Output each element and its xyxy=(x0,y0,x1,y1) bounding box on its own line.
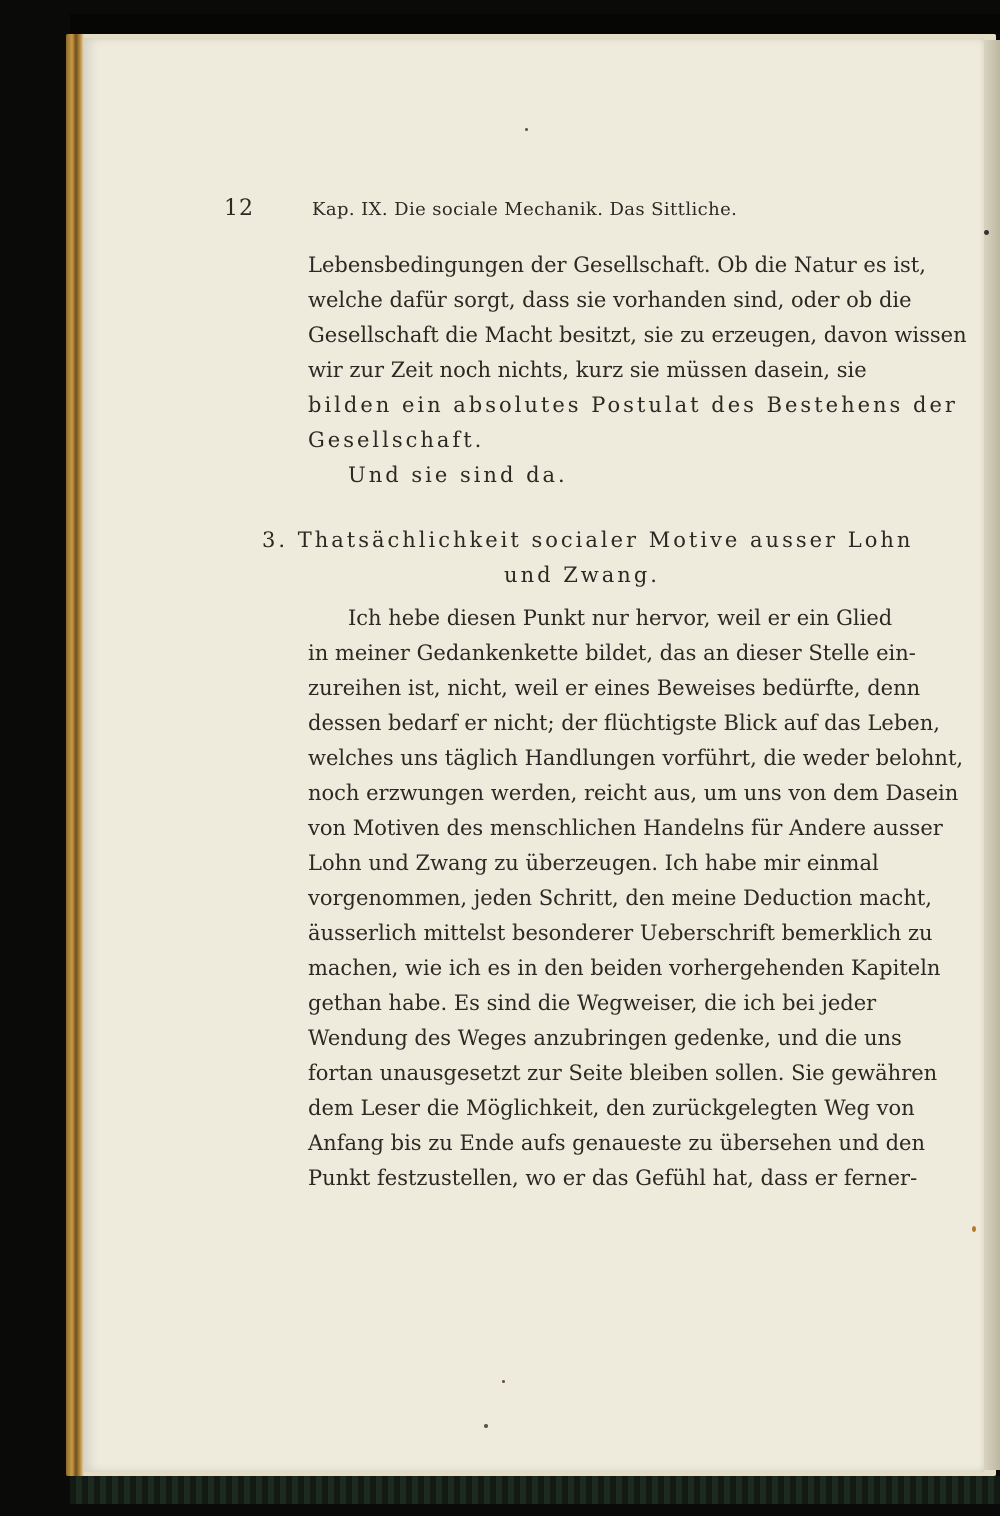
page-speck xyxy=(502,1380,505,1383)
text-line: fortan unausgesetzt zur Seite bleiben sollen. Sie gewähren xyxy=(308,1061,938,1085)
text-line: Und sie sind da. xyxy=(348,463,568,487)
text-line: machen, wie ich es in den beiden vorhergehenden Kapiteln xyxy=(308,956,941,980)
scan-background-bottom xyxy=(70,1476,1000,1504)
text-line: gethan habe. Es sind die Wegweiser, die ich bei jeder xyxy=(308,991,877,1015)
text-line: in meiner Gedankenkette bildet, das an dieser Stelle ein- xyxy=(308,641,916,665)
text-line: bilden ein absolutes Postulat des Bestehens der xyxy=(308,393,958,417)
text-line: Punkt festzustellen, wo er das Gefühl hat, dass er ferner- xyxy=(308,1166,918,1190)
text-line: welches uns täglich Handlungen vorführt, die weder belohnt, xyxy=(308,746,964,770)
text-line: dessen bedarf er nicht; der flüchtigste Blick auf das Leben, xyxy=(308,711,940,735)
text-line: noch erzwungen werden, reicht aus, um uns von dem Dasein xyxy=(308,781,959,805)
text-line: zureihen ist, nicht, weil er eines Beweises bedürfte, denn xyxy=(308,676,921,700)
next-page-edge xyxy=(984,40,1000,1470)
text-line: Lebensbedingungen der Gesellschaft. Ob die Natur es ist, xyxy=(308,253,926,277)
page-speck xyxy=(484,1424,488,1428)
text-line: von Motiven des menschlichen Handelns für Andere ausser xyxy=(308,816,943,840)
text-line: Wendung des Weges anzubringen gedenke, und die uns xyxy=(308,1026,902,1050)
text-line: Gesellschaft. xyxy=(308,428,485,452)
text-line: welche dafür sorgt, dass sie vorhanden sind, oder ob die xyxy=(308,288,912,312)
section-heading-line-2: und Zwang. xyxy=(504,563,660,587)
section-heading-line-1: 3. Thatsächlichkeit socialer Motive ausser Lohn xyxy=(262,528,914,552)
text-line: Gesellschaft die Macht besitzt, sie zu erzeugen, davon wissen xyxy=(308,323,967,347)
page-speck xyxy=(525,128,528,131)
text-line: äusserlich mittelst besonderer Ueberschrift bemerklich zu xyxy=(308,921,933,945)
text-line: Anfang bis zu Ende aufs genaueste zu übersehen und den xyxy=(308,1131,925,1155)
page-speck xyxy=(972,1226,976,1232)
page-header xyxy=(224,196,784,232)
text-line: dem Leser die Möglichkeit, den zurückgelegten Weg von xyxy=(308,1096,915,1120)
text-line: Ich hebe diesen Punkt nur hervor, weil er ein Glied xyxy=(348,606,893,630)
text-line: wir zur Zeit noch nichts, kurz sie müssen dasein, sie xyxy=(308,358,867,382)
page-number: 12 xyxy=(224,196,254,221)
text-line: Lohn und Zwang zu überzeugen. Ich habe mir einmal xyxy=(308,851,879,875)
scan-background-top xyxy=(70,14,1000,34)
text-line: vorgenommen, jeden Schritt, den meine Deduction macht, xyxy=(308,886,932,910)
running-head: Kap. IX. Die sociale Mechanik. Das Sittliche. xyxy=(312,199,738,220)
page-speck xyxy=(984,230,989,235)
